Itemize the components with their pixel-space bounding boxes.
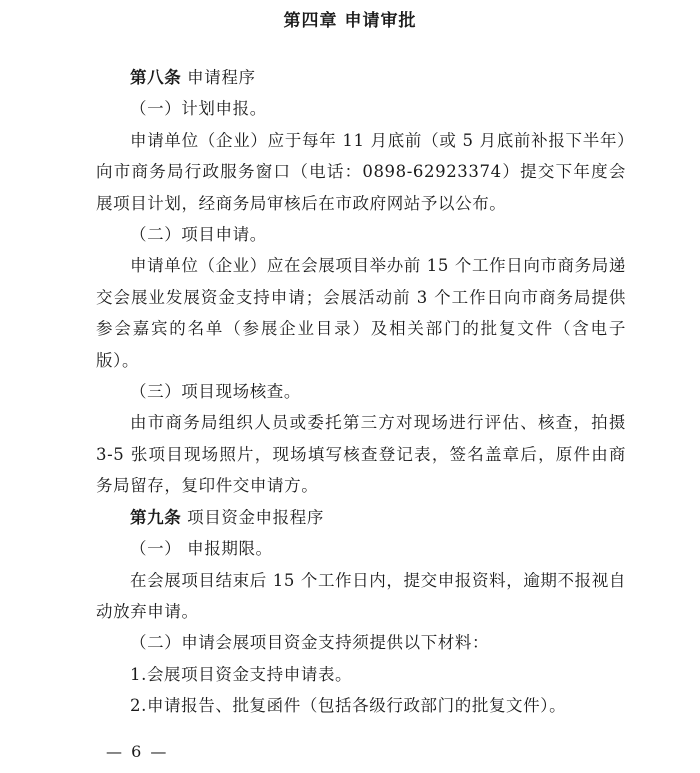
- item-project-application: （二）项目申请。: [130, 225, 267, 245]
- item-deadline: （一） 申报期限。: [130, 539, 273, 559]
- paragraph-site-inspection: 由市商务局组织人员或委托第三方对现场进行评估、核查，拍摄 3-5 张项目现场照片，现场填写核查登记表，签名盖章后，原件由商务局留存，复印件交申请方。: [96, 413, 626, 496]
- article-8-number: 第八条: [130, 68, 182, 87]
- chapter-title: 第四章 申请审批: [283, 11, 417, 31]
- item-required-materials: （二）申请会展项目资金支持须提供以下材料：: [130, 633, 490, 653]
- paragraph-plan-declaration: 申请单位（企业）应于每年 11 月底前（或 5 月底前补报下半年）向市商务局行政服务窗口（电话：0898-62923374）提交下年度会展项目计划，经商务局审核后在市政府网站予以公布。: [96, 130, 626, 213]
- article-9-number: 第九条: [130, 507, 182, 527]
- paragraph-deadline: 在会展项目结束后 15 个工作日内，提交申报资料，逾期不报视自动放弃申请。: [96, 570, 626, 621]
- paragraph-project-application: 申请单位（企业）应在会展项目举办前 15 个工作日向市商务局递交会展业发展资金支持申请；会展活动前 3 个工作日向市商务局提供参会嘉宾的名单（参展企业目录）及相关部门的批复文件（含电子版）。: [96, 256, 626, 370]
- item-plan-declaration: （一）计划申报。: [130, 99, 267, 119]
- article-9-title: 项目资金申报程序: [181, 507, 324, 527]
- article-9-heading: [96, 502, 626, 533]
- article-8-title: 申请程序: [181, 68, 256, 87]
- material-item-2: 2.申请报告、批复函件（包括各级行政部门的批复文件）。: [130, 696, 567, 716]
- document-body: [96, 62, 626, 722]
- page-number: — 6 —: [106, 742, 169, 761]
- material-item-1: 1.会展项目资金支持申请表。: [130, 664, 353, 684]
- item-site-inspection: （三）项目现场核查。: [130, 382, 301, 402]
- article-8-heading: [96, 62, 626, 93]
